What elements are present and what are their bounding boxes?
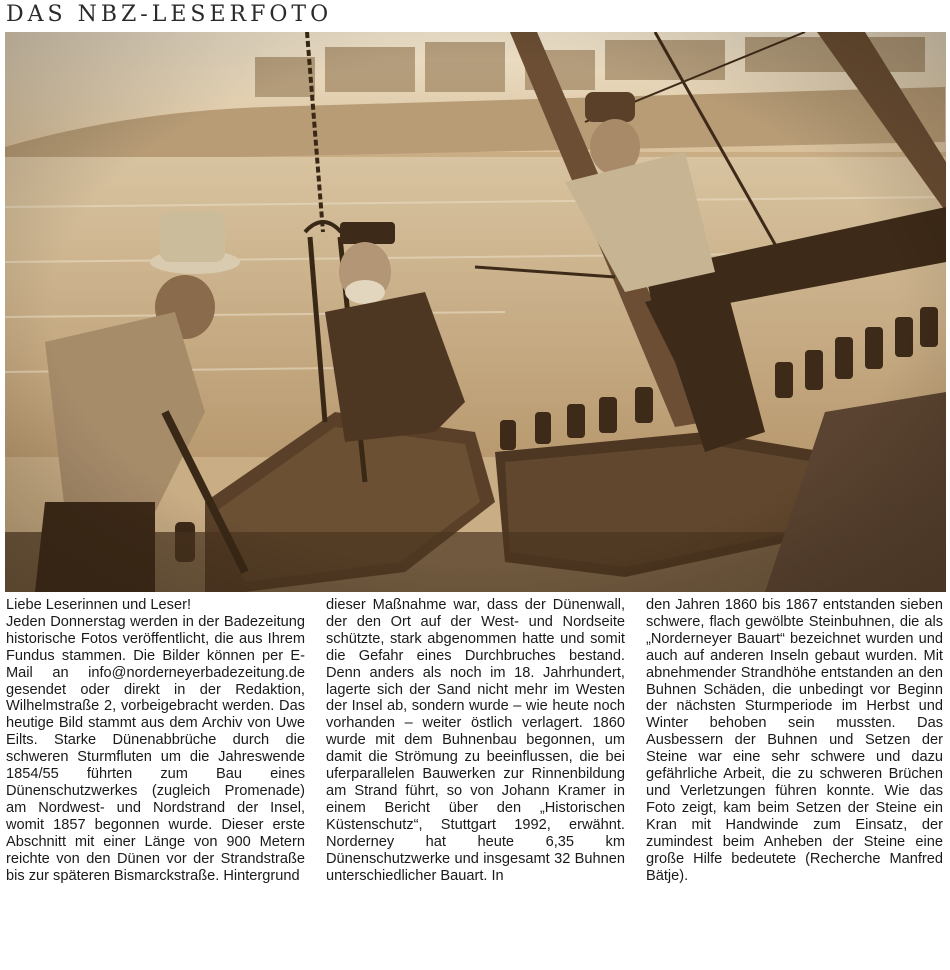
article-column-1 — [6, 597, 305, 967]
photo-illustration — [5, 32, 946, 592]
article-column-2 — [326, 597, 625, 967]
greeting: Liebe Leserinnen und Leser! — [6, 597, 191, 613]
article-text-2: dieser Maßnahme war, dass der Dünenwall, der den Ort auf der West- und Nordseite schützte, stark abgenommen hatte und somit die Gefahr eines Durchbruches bestand. Denn anders als noch im 18. Jahrhundert, lagerte sich der Sand nicht mehr im Westen der Insel ab, sondern wurde – wie heute noch vorhanden – weiter östlich verlagert. 1860 wurde mit dem Buhnenbau begonnen, um damit die Strömung zu beeinflussen, die bei uferparallelen Bauwerken zur Rinnenbildung am Strand führt, so von Johann Kramer in einem Bericht über den „Historischen Küstenschutz“, Stuttgart 1992, erwähnt. Norderney hat heute 6,35 km Dünenschutzwerke und insgesamt 32 Buhnen unterschiedlicher Bauart. In — [326, 597, 625, 884]
historic-photo — [5, 32, 946, 592]
article-text-3: den Jahren 1860 bis 1867 entstanden sieben schwere, flach gewölbte Steinbuhnen, die als „Norderneyer Bauart“ bezeichnet wurden und auch auf anderen Inseln gebaut wurden. Mit abnehmender Strandhöhe entstanden an den Buhnen Schäden, die unbedingt vor Beginn der nächsten Sturmperiode im Herbst und Winter behoben sein mussten. Das Ausbessern der Buhnen und Setzen der Steine war eine sehr schwere und dazu gefährliche Arbeit, die zu schweren Brüchen und Verletzungen führen konnte. Wie das Foto zeigt, kam beim Setzen der Steine ein Kran mit Handwinde zum Einsatz, der zumindest beim Anheben der Steine eine große Hilfe bedeutete (Recherche Manfred Bätje). — [646, 597, 943, 884]
article-column-3 — [646, 597, 943, 967]
vignette — [5, 32, 946, 592]
article-text-1: Jeden Donnerstag werden in der Badezeitung historische Fotos veröffentlicht, die aus Ihrem Fundus stammen. Die Bilder können per E-Mail an info@norderneyerbadezeitung.de gesendet oder direkt in der Redaktion, Wilhelmstraße 2, vorbeigebracht werden. Das heutige Bild stammt aus dem Archiv von Uwe Eilts. Starke Dünenabbrüche durch die schweren Sturmfluten um die Jahreswende 1854/55 führten zum Bau eines Dünenschutzwerkes (zugleich Promenade) am Nordwest- und Nordstrand der Insel, womit 1857 begonnen wurde. Dieser erste Abschnitt mit einer Länge von 900 Metern reichte von den Dünen vor der Strandstraße bis zur späteren Bismarckstraße. Hintergrund — [6, 613, 305, 884]
section-title: DAS NBZ-LESERFOTO — [6, 2, 333, 27]
